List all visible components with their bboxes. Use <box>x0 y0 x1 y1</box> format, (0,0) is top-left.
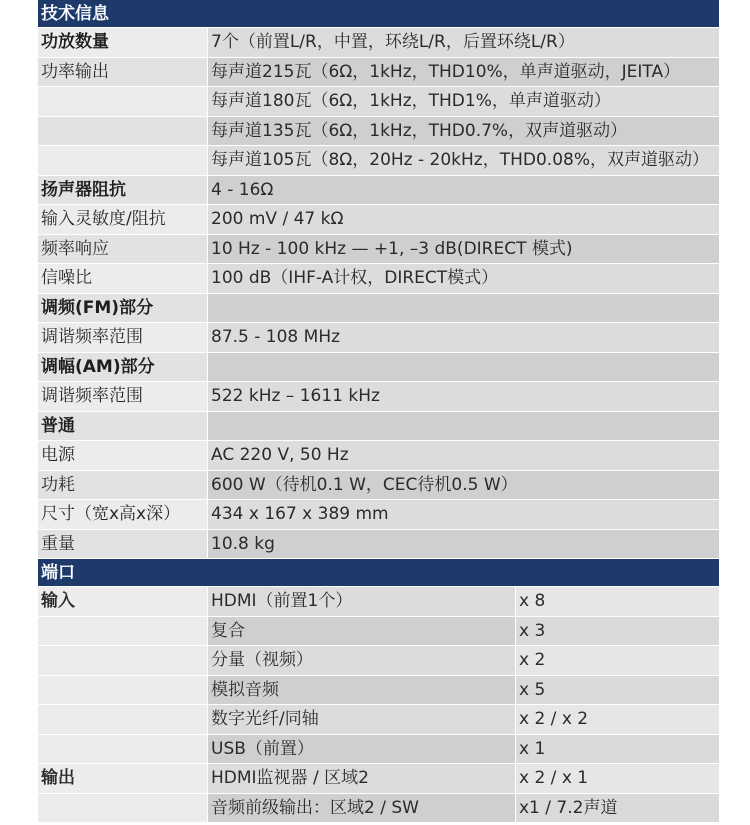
spec-value: 7个（前置L/R，中置，环绕L/R，后置环绕L/R） <box>208 28 719 57</box>
port-group: 输入 <box>38 587 208 616</box>
spec-label: 调谐频率范围 <box>38 382 208 411</box>
spec-value: 600 W（待机0.1 W，CEC待机0.5 W） <box>208 471 719 500</box>
spec-row <box>38 323 719 353</box>
port-group <box>38 705 208 734</box>
port-group: 输出 <box>38 764 208 793</box>
port-row <box>38 794 719 824</box>
spec-label: 功放数量 <box>38 28 208 57</box>
spec-value: 每声道215瓦（6Ω，1kHz，THD10%，单声道驱动，JEITA） <box>208 58 719 87</box>
spec-label: 普通 <box>38 412 208 441</box>
spec-row <box>38 264 719 294</box>
spec-value: 100 dB（IHF-A计权，DIRECT模式） <box>208 264 719 293</box>
spec-row <box>38 471 719 501</box>
port-name: HDMI（前置1个） <box>208 587 516 616</box>
port-count: x 2 <box>516 646 719 675</box>
port-count: x 2 / x 2 <box>516 705 719 734</box>
spec-label: 调频(FM)部分 <box>38 294 208 323</box>
spec-value <box>208 294 719 323</box>
spec-row <box>38 294 719 324</box>
port-group <box>38 646 208 675</box>
spec-value: AC 220 V, 50 Hz <box>208 441 719 470</box>
port-count: x 8 <box>516 587 719 616</box>
spec-row <box>38 530 719 560</box>
port-name: 音频前级输出：区域2 / SW <box>208 794 516 823</box>
spec-label: 重量 <box>38 530 208 559</box>
spec-row <box>38 353 719 383</box>
spec-label <box>38 87 208 116</box>
port-group <box>38 617 208 646</box>
port-row <box>38 735 719 765</box>
spec-value: 每声道135瓦（6Ω，1kHz，THD0.7%，双声道驱动） <box>208 117 719 146</box>
spec-value: 87.5 - 108 MHz <box>208 323 719 352</box>
spec-value <box>208 412 719 441</box>
spec-row <box>38 382 719 412</box>
spec-label: 输入灵敏度/阻抗 <box>38 205 208 234</box>
spec-label: 电源 <box>38 441 208 470</box>
spec-label: 调幅(AM)部分 <box>38 353 208 382</box>
spec-value: 200 mV / 47 kΩ <box>208 205 719 234</box>
port-count: x1 / 7.2声道 <box>516 794 719 823</box>
port-row <box>38 646 719 676</box>
spec-sheet <box>38 0 719 823</box>
ports-table <box>38 587 719 823</box>
spec-value: 522 kHz – 1611 kHz <box>208 382 719 411</box>
port-row <box>38 705 719 735</box>
spec-label: 频率响应 <box>38 235 208 264</box>
spec-label: 尺寸（宽x高x深） <box>38 500 208 529</box>
spec-row <box>38 500 719 530</box>
spec-label <box>38 146 208 175</box>
port-name: 复合 <box>208 617 516 646</box>
port-count: x 1 <box>516 735 719 764</box>
spec-row <box>38 28 719 58</box>
spec-value: 每声道180瓦（6Ω，1kHz，THD1%，单声道驱动） <box>208 87 719 116</box>
spec-label: 功率输出 <box>38 58 208 87</box>
spec-row <box>38 235 719 265</box>
port-group <box>38 735 208 764</box>
port-row <box>38 676 719 706</box>
spec-label <box>38 117 208 146</box>
port-count: x 5 <box>516 676 719 705</box>
section-header-ports: 端口 <box>38 559 719 587</box>
spec-row <box>38 205 719 235</box>
spec-table <box>38 28 719 559</box>
spec-row <box>38 58 719 88</box>
spec-value: 10.8 kg <box>208 530 719 559</box>
port-name: 数字光纤/同轴 <box>208 705 516 734</box>
port-row <box>38 764 719 794</box>
port-count: x 3 <box>516 617 719 646</box>
spec-label: 信噪比 <box>38 264 208 293</box>
port-row <box>38 587 719 617</box>
port-row <box>38 617 719 647</box>
port-name: USB（前置） <box>208 735 516 764</box>
spec-label: 调谐频率范围 <box>38 323 208 352</box>
section-header-tech-info: 技术信息 <box>38 0 719 28</box>
port-count: x 2 / x 1 <box>516 764 719 793</box>
spec-row <box>38 441 719 471</box>
spec-row <box>38 412 719 442</box>
port-group <box>38 794 208 823</box>
spec-row <box>38 117 719 147</box>
port-name: HDMI监视器 / 区域2 <box>208 764 516 793</box>
port-name: 分量（视频） <box>208 646 516 675</box>
spec-value: 10 Hz - 100 kHz — +1, –3 dB(DIRECT 模式) <box>208 235 719 264</box>
spec-value: 434 x 167 x 389 mm <box>208 500 719 529</box>
port-name: 模拟音频 <box>208 676 516 705</box>
spec-value: 每声道105瓦（8Ω，20Hz - 20kHz，THD0.08%，双声道驱动） <box>208 146 719 175</box>
spec-label: 功耗 <box>38 471 208 500</box>
spec-row <box>38 146 719 176</box>
spec-value <box>208 353 719 382</box>
spec-row <box>38 87 719 117</box>
port-group <box>38 676 208 705</box>
spec-label: 扬声器阻抗 <box>38 176 208 205</box>
spec-row <box>38 176 719 206</box>
spec-value: 4 - 16Ω <box>208 176 719 205</box>
